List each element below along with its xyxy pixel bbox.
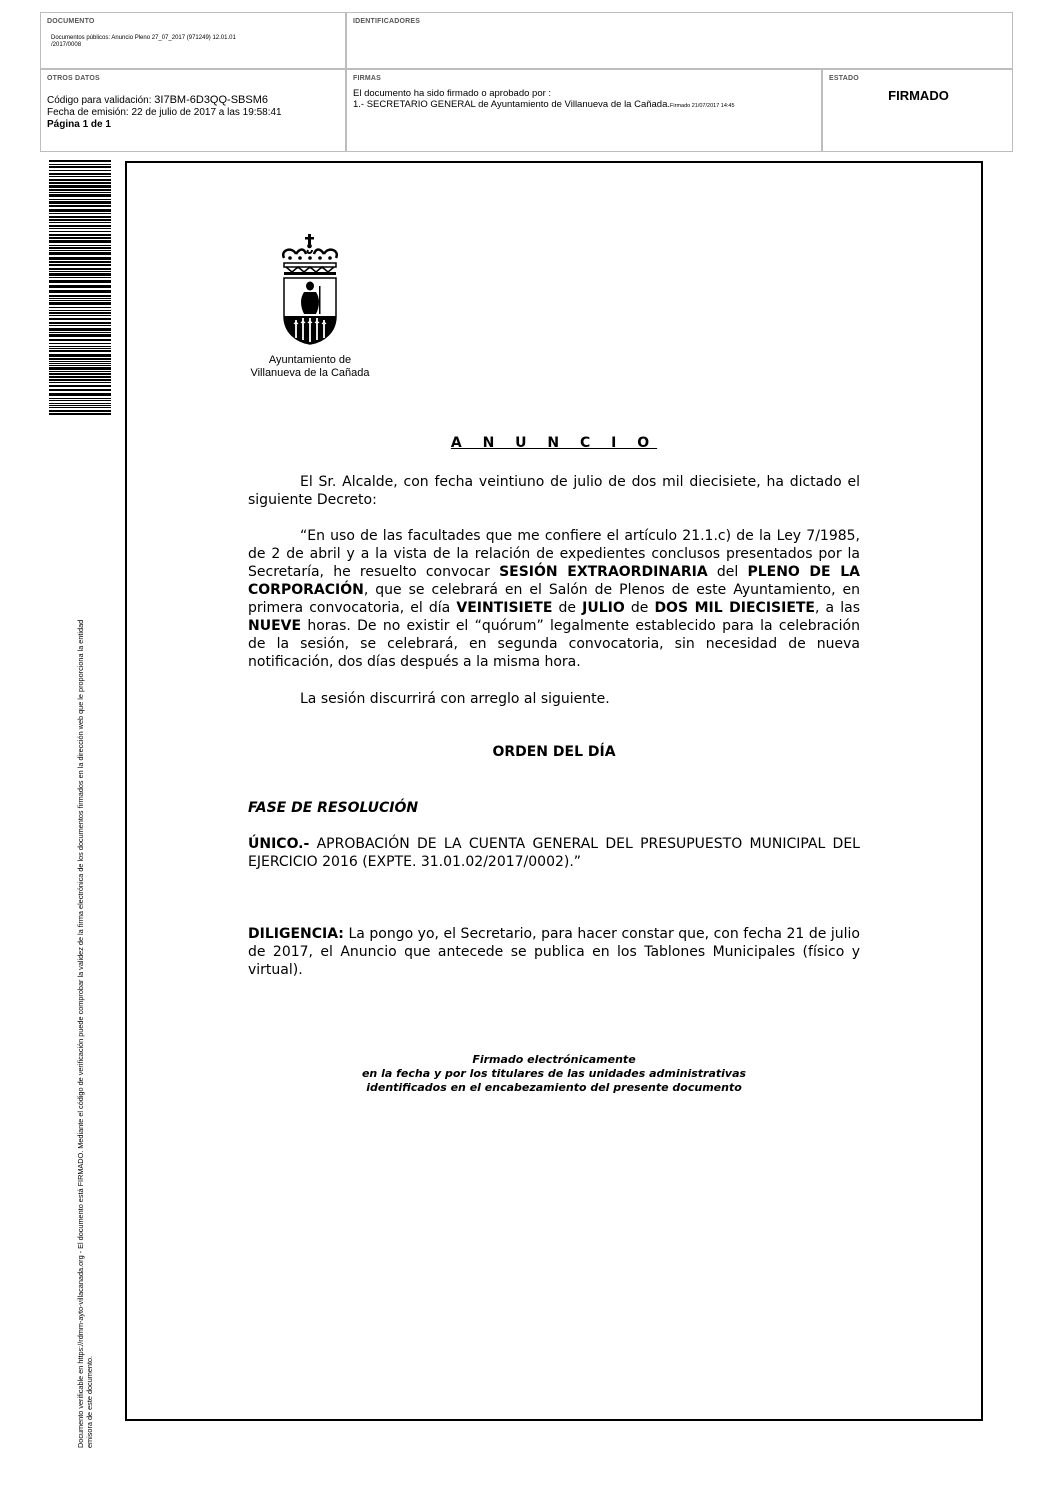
diligencia-paragraph — [248, 925, 860, 979]
diligencia-text: La pongo yo, el Secretario, para hacer constar que, con fecha 21 de julio de 2017, el Anuncio que antecede se publica en los Tablones Municipales (físico y virtual). — [248, 926, 860, 978]
document-title — [248, 435, 860, 451]
p2-text-i: de — [624, 600, 655, 616]
p2-text-k: , a las — [815, 600, 860, 616]
signature-line1: Firmado electrónicamente — [472, 1053, 636, 1066]
fase-resolucion-heading: FASE DE RESOLUCIÓN — [248, 800, 419, 816]
paragraph-decreto-intro: El Sr. Alcalde, con fecha veintiuno de julio de dos mil diecisiete, ha dictado el siguiente Decreto: — [248, 474, 860, 508]
firmas-label: FIRMAS — [353, 75, 382, 82]
p2-bold-dia: VEINTISIETE — [456, 600, 553, 616]
unico-text: APROBACIÓN DE LA CUENTA GENERAL DEL PRESUPUESTO MUNICIPAL DEL EJERCICIO 2016 (EXPTE. 31.01.02/2017/0002).” — [248, 836, 860, 870]
pagina-indicator: Página 1 de 1 — [47, 119, 111, 130]
estado-box — [822, 69, 1013, 152]
firmas-box — [346, 69, 822, 152]
codigo-label: Código para validación: — [47, 95, 152, 106]
p2-bold-sesion: SESIÓN EXTRAORDINARIA — [499, 564, 708, 580]
coat-of-arms-logo — [270, 234, 350, 346]
p2-text-e: , que se celebrará en el Salón de Plenos de este Ayuntamiento, en primera convocatoria, el día — [248, 582, 860, 616]
diligencia-label: DILIGENCIA: — [248, 926, 344, 942]
p2-text-m: horas. De no existir el “quórum” legalmente establecido para la celebración de la sesión, se celebrará, en segunda convocatoria, sin necesidad de nueva notificación, dos días después a la misma hora. — [248, 618, 860, 670]
electronic-signature-note — [248, 1053, 860, 1095]
p2-bold-pleno: PLENO DE LA CORPORACIÓN — [248, 564, 860, 598]
p2-text-g: de — [552, 600, 583, 616]
otros-datos-content — [47, 94, 343, 131]
documento-label: DOCUMENTO — [47, 18, 95, 25]
identificadores-label: IDENTIFICADORES — [353, 18, 421, 25]
barcode-image — [49, 160, 111, 415]
document-title-text: A N U N C I O — [450, 435, 658, 451]
documento-value — [51, 35, 341, 49]
identificadores-box — [346, 12, 1013, 69]
p2-text-a: “En uso de las facultades que me confiere el artículo 21.1.c) de la Ley 7/1985, de 2 de abril y a la vista de la relación de expedientes conclusos presentados por la Secretaría, he resuelto convocar — [248, 528, 860, 580]
p2-bold-anio: DOS MIL DIECISIETE — [654, 600, 815, 616]
firmante: 1.- SECRETARIO GENERAL de Ayuntamiento de Villanueva de la Cañada. — [353, 99, 671, 110]
firmas-line1: El documento ha sido firmado o aprobado por : — [353, 88, 552, 99]
orden-del-dia-heading: ORDEN DEL DÍA — [492, 744, 616, 760]
verification-side-text — [76, 438, 94, 1448]
p2-bold-mes: JULIO — [582, 600, 625, 616]
documento-value-line1: Documentos públicos: Anuncio Pleno 27_07_2017 (971249) 12.01.01 — [51, 35, 236, 41]
documento-box — [40, 12, 346, 69]
documento-value-line2: /2017/0008 — [51, 42, 82, 48]
otros-datos-label: OTROS DATOS — [47, 75, 100, 82]
side-text-line2: emisora de este documento. — [85, 1355, 94, 1448]
estado-value: FIRMADO — [888, 88, 949, 103]
p2-text-c: del — [707, 564, 748, 580]
paragraph-sesion: La sesión discurrirá con arreglo al siguiente. — [300, 691, 610, 707]
signature-line3: identificados en el encabezamiento del presente documento — [366, 1081, 742, 1094]
logo-caption-line2: Villanueva de la Cañada — [250, 367, 370, 379]
estado-label: ESTADO — [829, 75, 859, 82]
document-frame — [125, 161, 983, 1421]
otros-datos-box — [40, 69, 346, 152]
firmas-line2 — [353, 99, 821, 112]
p2-bold-hora: NUEVE — [248, 618, 302, 634]
fecha-emision: Fecha de emisión: 22 de julio de 2017 a las 19:58:41 — [47, 107, 282, 118]
punto-unico — [248, 835, 860, 871]
signature-line2: en la fecha y por los titulares de las unidades administrativas — [361, 1067, 747, 1080]
side-text-line1: Documento verificable en https://rdmm-ayto-villacanada.org - El documento está FIRMADO. Mediante el código de verificación puede comprobar la validez de la firma electrónica de los documentos firmados en la dirección web que le proporciona la entidad — [76, 619, 85, 1448]
firma-fecha: Firmado 21/07/2017 14:45 — [670, 103, 735, 109]
codigo-validacion — [47, 94, 343, 107]
logo-caption — [230, 354, 390, 380]
codigo-value: 3I7BM-6D3QQ-SBSM6 — [154, 94, 268, 106]
logo-caption-line1: Ayuntamiento de — [268, 354, 352, 366]
paragraph-convocatoria — [248, 527, 860, 671]
firmas-content — [353, 88, 821, 112]
unico-label: ÚNICO.- — [248, 836, 310, 852]
